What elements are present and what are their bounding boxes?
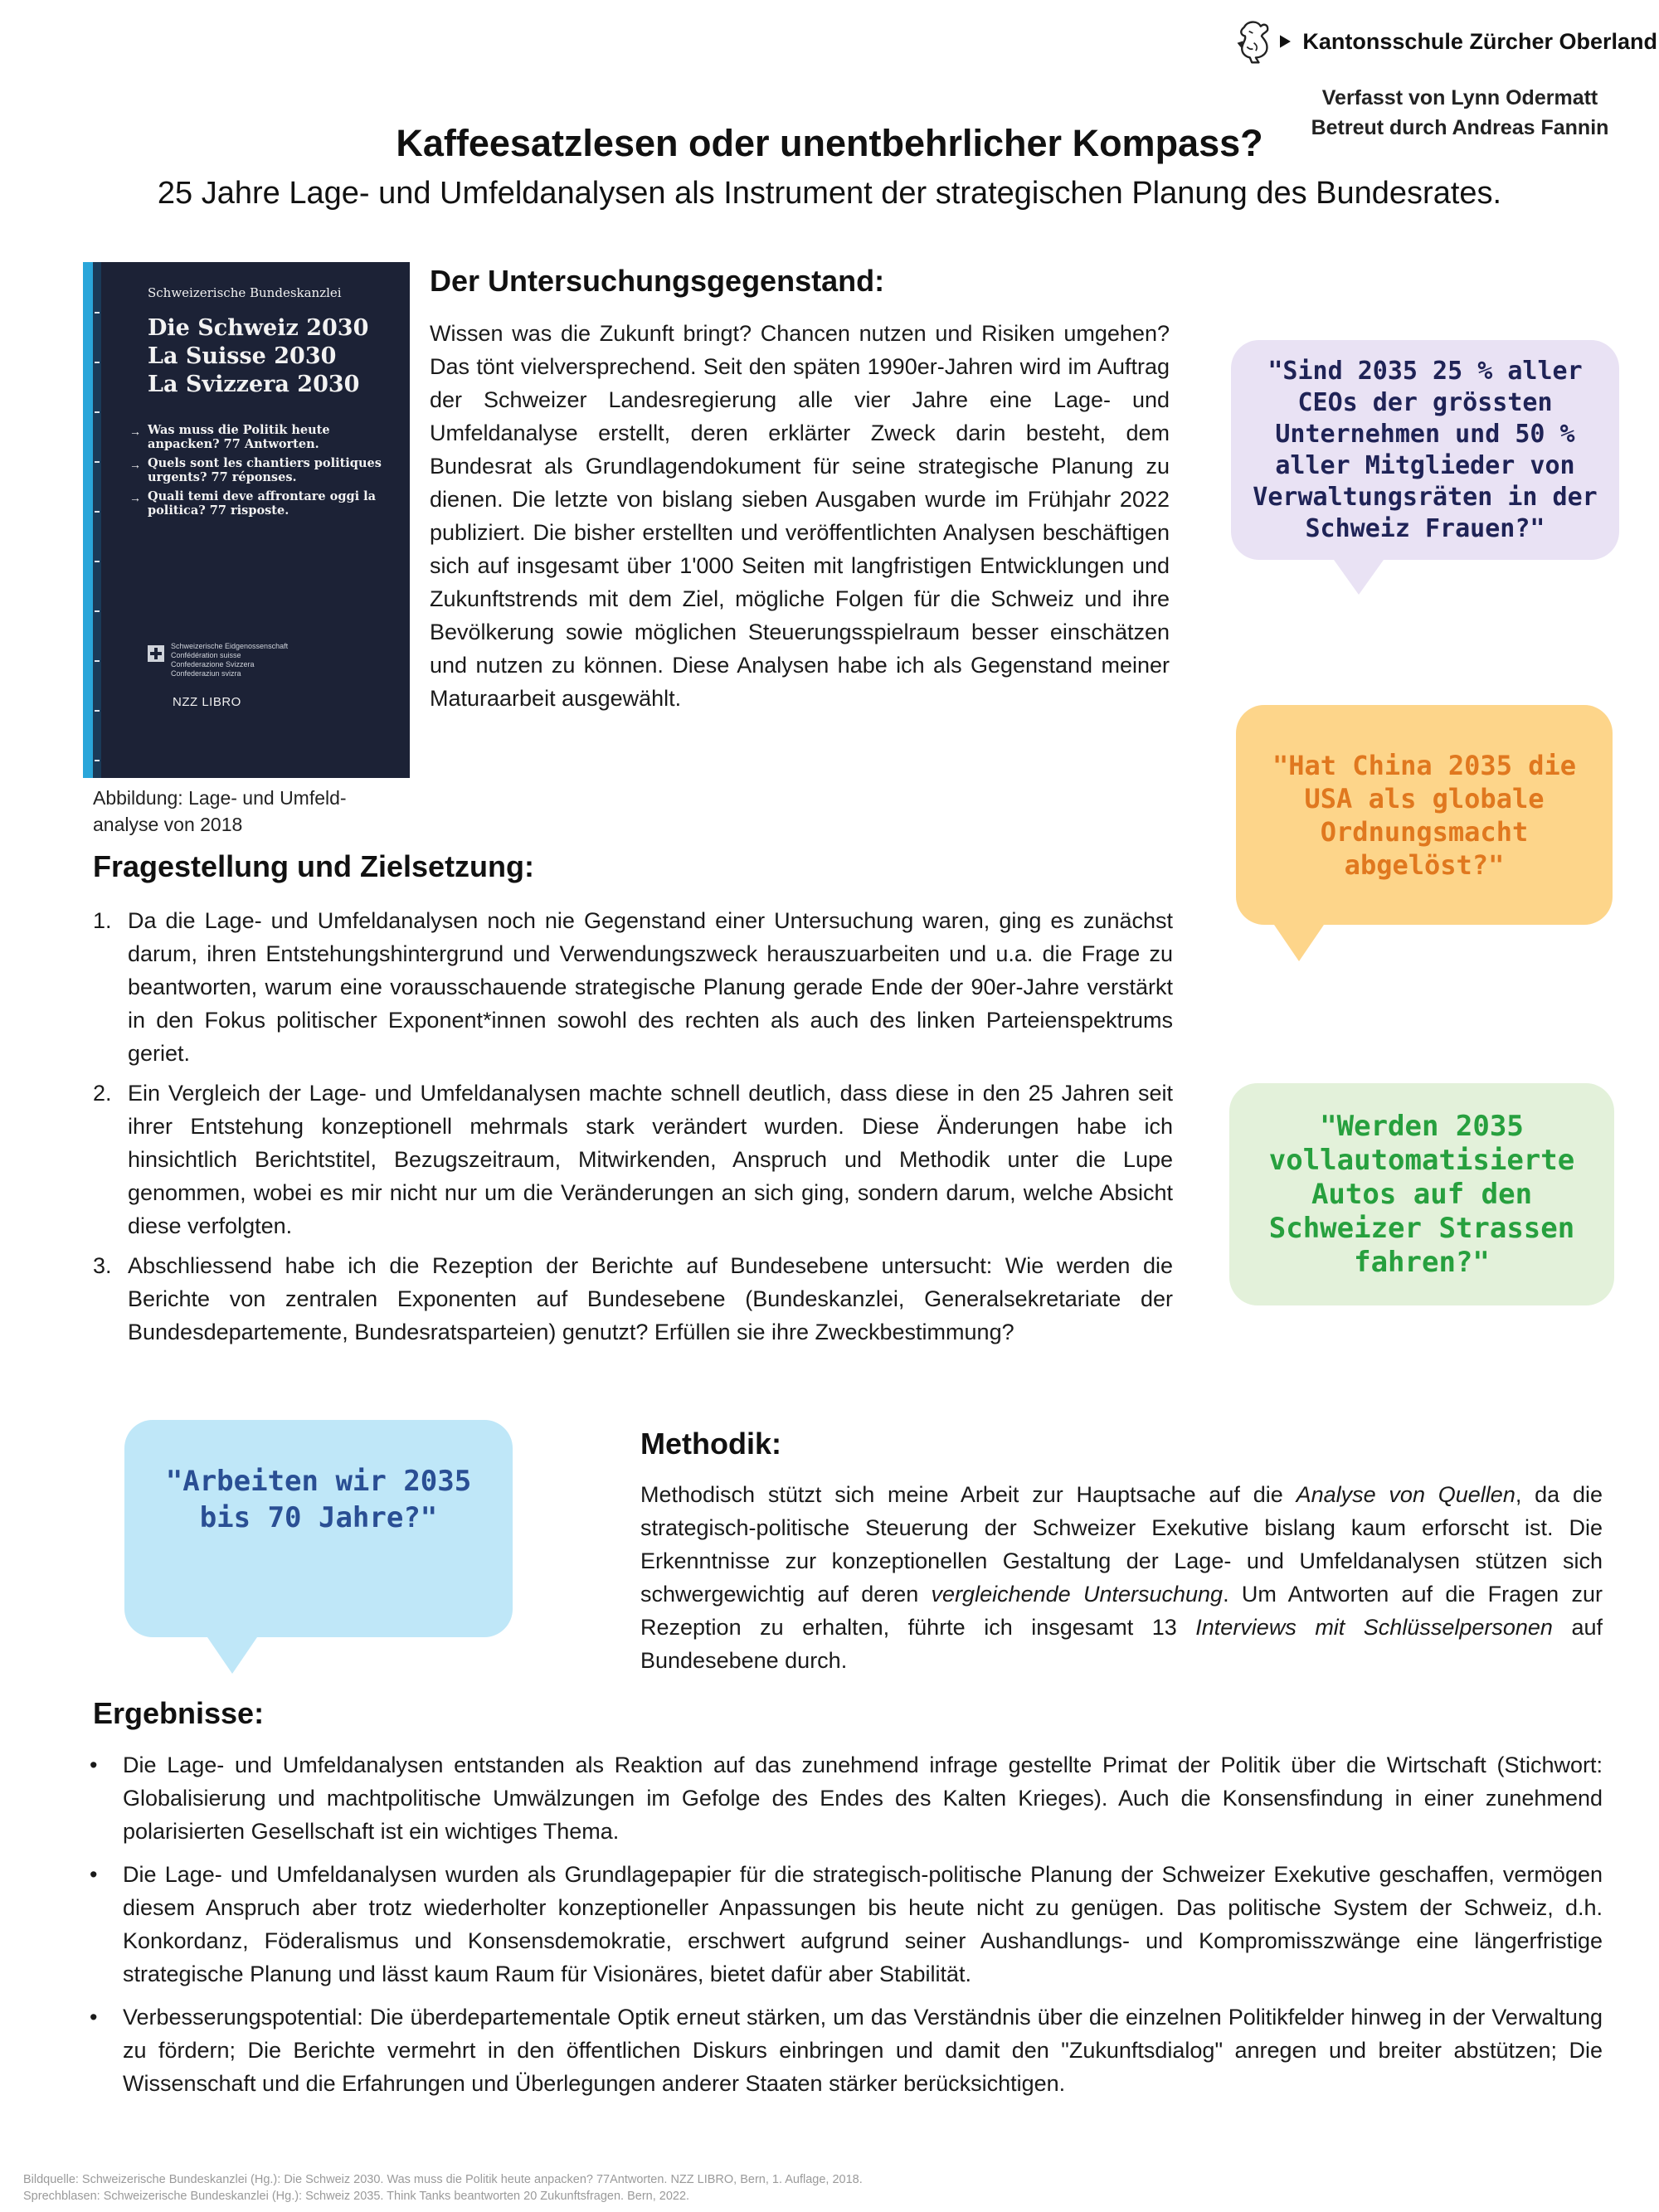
methodik-text: Methodisch stützt sich meine Arbeit zur Hauptsache auf die Analyse von Quellen, da die strategisch-politische Steuerung der Schweizer Exekutive bislang kaum erforscht ist. Die Erkenntnisse zur konzeptionellen Gestaltung der Lage- und Umfeldanalysen stützen sich schwergewichtig auf deren vergleichende Untersuchung. Um Antworten auf die Fragen zur Rezeption zu erhalten, führte ich insgesamt 13 Interviews mit Schlüsselpersonen auf Bundesebene durch.: [640, 1482, 1603, 1673]
emphasis: Analyse von Quellen: [1296, 1482, 1515, 1507]
lion-crest-icon: [1234, 2, 1275, 80]
speech-bubble-arbeit: [124, 1420, 513, 1637]
list-number: 3.: [93, 1253, 112, 1278]
list-item: [88, 2001, 1603, 2100]
ergebnisse-list: [88, 1748, 1603, 2110]
untersuchung-text: Wissen was die Zukunft bringt? Chancen nutzen und Risiken umgehen? Das tönt vielversprechend. Seit den späten 1990er-Jahren wird im Auftrag der Schweizer Landesregierung alle vier Jahre eine Lage- und Umfeldanalyse erstellt, deren erklärter Zweck darin besteht, dem Bundesrat als Grundlagendokument für seine strategische Planung zu dienen. Die letzte von bislang sieben Ausgaben wurde im Frühjahr 2022 publiziert. Die bisher erstellten und veröffentlichten Analysen beschäftigen sich auf insgesamt über 1'000 Seiten mit langfristigen Entwicklungen und Zukunftstrends mit dem Ziel, mögliche Folgen für die Schweiz und ihre Bevölkerung sowie möglichen Steuerungsspielraum besser einschätzen und nutzen zu können. Diese Analysen habe ich als Gegenstand meiner Maturaarbeit ausgewählt.: [430, 321, 1170, 711]
cover-publisher: Schweizerische Bundeskanzlei: [148, 285, 342, 300]
cover-question-fr: Quels sont les chantiers politiques urgents? 77 réponses.: [148, 456, 382, 484]
arrow-right-icon: →: [129, 425, 141, 438]
cover-title-it: La Svizzera 2030: [148, 372, 360, 397]
bullet-icon: •: [90, 2005, 98, 2030]
list-item: [88, 1858, 1603, 1991]
bullet-icon: •: [90, 1862, 98, 1887]
cover-question-de: Was muss die Politik heute anpacken? 77 Antworten.: [148, 423, 330, 451]
figure-caption: Abbildung: Lage- und Umfeld-analyse von 2018: [93, 787, 347, 835]
list-item-text: Abschliessend habe ich die Rezeption der Berichte auf Bundesebene untersucht: Wie werden die Berichte von zentralen Exponenten auf Bundesebene (Bundeskanzlei, Generalsekretariate der Bundesdepartemente, Bundesratsparteien) genutzt? Erfüllen sie ihre Zweckbestimmung?: [128, 1253, 1173, 1344]
bubble-text: "Sind 2035 25 % aller CEOs der grössten Unternehmen und 50 % aller Mitglieder von Verwaltungsräten in der Schweiz Frauen?": [1253, 356, 1598, 543]
cover-spine-stripe: [83, 262, 93, 778]
list-number: 2.: [93, 1081, 112, 1106]
source-notes: [23, 2171, 863, 2205]
speech-bubble-tail: [207, 1637, 257, 1674]
bubble-text: "Arbeiten wir 2035 bis 70 Jahre?": [165, 1465, 472, 1534]
list-item: [93, 904, 1173, 1070]
bubble-text: "Werden 2035 vollautomatisierte Autos auf den Schweizer Strassen fahren?": [1268, 1109, 1575, 1279]
cover-spine-band: [93, 262, 101, 778]
speech-bubble-ceo: [1231, 340, 1619, 560]
section-heading-untersuchung: Der Untersuchungsgegenstand:: [430, 264, 885, 298]
list-item-text: Da die Lage- und Umfeldanalysen noch nie Gegenstand einer Untersuchung waren, ging es zunächst darum, ihren Entstehungshintergrund und Verwendungszweck herauszuarbeiten und u.a. die Frage zu beantworten, warum eine vorausschauende strategische Planung gerade Ende der 90er-Jahre verstärkt in den Fokus politischer Exponent*innen sowohl des rechten als auch des linken Parteienspektrums geriet.: [128, 908, 1173, 1066]
arrow-mark-icon: [1280, 31, 1291, 52]
school-name: Kantonsschule Zürcher Oberland: [1302, 28, 1657, 54]
school-logo: [1234, 2, 1657, 81]
speech-bubble-tail: [1334, 560, 1384, 595]
speech-bubble-china: [1236, 705, 1613, 925]
poster-subtitle: 25 Jahre Lage- und Umfeldanalysen als Instrument der strategischen Planung des Bundesrates.: [157, 176, 1502, 211]
arrow-right-icon: →: [129, 491, 141, 504]
poster-title: Kaffeesatzlesen oder unentbehrlicher Kompass?: [396, 122, 1263, 164]
section-heading-fragestellung: Fragestellung und Zielsetzung:: [93, 849, 535, 883]
author-line: Verfasst von Lynn Odermatt: [1321, 86, 1598, 109]
arrow-right-icon: →: [129, 458, 141, 471]
source-line: Sprechblasen: Schweizerische Bundeskanzlei (Hg.): Schweiz 2035. Think Tanks beantworten 20 Zukunftsfragen. Bern, 2022.: [23, 2190, 690, 2203]
source-line: Bildquelle: Schweizerische Bundeskanzlei (Hg.): Die Schweiz 2030. Was muss die Politik heute anpacken? 77Antworten. NZZ LIBRO, Bern, 1. Auflage, 2018.: [23, 2173, 863, 2186]
emphasis: Interviews mit Schlüsselpersonen: [1195, 1615, 1553, 1640]
cover-imprint: NZZ LIBRO: [173, 695, 241, 709]
cover-title-fr: La Suisse 2030: [148, 343, 337, 369]
book-cover-image: [83, 262, 410, 778]
swiss-cross-icon: [148, 645, 164, 662]
cover-question-it: Quali temi deve affrontare oggi la politica? 77 risposte.: [148, 489, 377, 518]
section-heading-methodik: Methodik:: [640, 1427, 781, 1461]
speech-bubble-tail: [1274, 925, 1324, 961]
list-item: [93, 1077, 1173, 1242]
list-item: [93, 1249, 1173, 1349]
fragestellung-list: [93, 904, 1173, 1355]
list-item-text: Ein Vergleich der Lage- und Umfeldanalysen machte schnell deutlich, dass diese in den 25 Jahren seit ihrer Entstehung konzeptionell mehrmals stark verändert wurden. Diese Änderungen habe ich hinsichtlich Berichtstitel, Bezugszeitraum, Mitwirkenden, Anspruch und Methodik unter die Lupe genommen, wobei es mir nicht nur um die Veränderungen an sich ging, sondern darum, welche Absicht diese verfolgten.: [128, 1081, 1173, 1238]
bullet-icon: •: [90, 1753, 98, 1777]
bubble-text: "Hat China 2035 die USA als globale Ordnungsmacht abgelöst?": [1272, 749, 1577, 881]
list-number: 1.: [93, 908, 112, 933]
list-item-text: Die Lage- und Umfeldanalysen wurden als Grundlagepapier für die strategisch-politische Planung der Schweizer Exekutive geschaffen, vermögen diesem Anspruch aber trotz wiederholter konzeptioneller Anpassungen bis heute nicht zu genügen. Das politische System der Schweiz, d.h. Konkordanz, Föderalismus und Konsensdemokratie, erschwert aufgrund seiner Aushandlungs- und Kompromisszwänge eine längerfristige strategische Planung und lässt kaum Raum für Visionäres, bietet dafür aber Stabilität.: [123, 1862, 1603, 1986]
cover-title-de: Die Schweiz 2030: [148, 315, 369, 341]
supervisor-line: Betreut durch Andreas Fannin: [1311, 116, 1609, 139]
list-item-text: Verbesserungspotential: Die überdepartementale Optik erneut stärken, um das Verständnis über die einzelnen Politikfelder hinweg in der Verwaltung zu fördern; Die Berichte vermehrt in den öffentlichen Diskurs einbringen und damit den "Zukunftsdialog" anregen und breiter abstützen; Die Wissenschaft und die Erfahrungen und Überlegungen anderer Staaten stärker berücksichtigen.: [123, 2005, 1603, 2096]
emphasis: vergleichende Untersuchung: [931, 1582, 1224, 1607]
section-heading-ergebnisse: Ergebnisse:: [93, 1696, 265, 1730]
cover-confederation: Schweizerische Eidgenossenschaft Confédération suisse Confederazione Svizzera Confederaziun svizra: [171, 642, 289, 678]
speech-bubble-autos: [1229, 1083, 1614, 1305]
list-item: [88, 1748, 1603, 1848]
list-item-text: Die Lage- und Umfeldanalysen entstanden als Reaktion auf das zunehmend infrage gestellte Primat der Politik über die Wirtschaft (Stichwort: Globalisierung und machtpolitische Umwälzungen im Gefolge des Endes des Kalten Krieges). Auch die Konsensfindung in einer zunehmend polarisierten Gesellschaft ist ein wichtiges Thema.: [123, 1753, 1603, 1844]
